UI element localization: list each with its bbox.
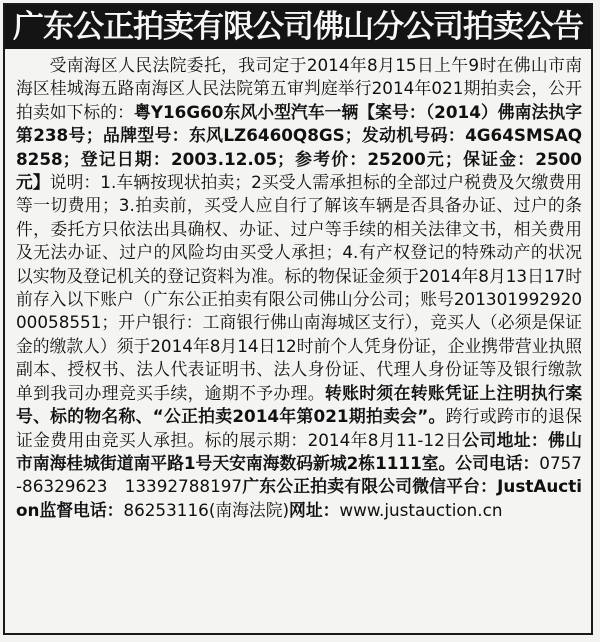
display-period: 标的展示期：2014年8月11-12日 <box>204 429 463 450</box>
website-label: 网址： <box>289 499 340 520</box>
intro-text: 受南海区人民法院委托，我司定于2014年8月15日上午9时在佛山市南海区桂城海五路南海区人民法院第五审判庭举行2014年021期拍卖会，公开拍卖如下标的： <box>16 55 582 122</box>
auction-notice <box>3 3 593 635</box>
notice-body <box>5 49 591 522</box>
notice-paragraph <box>16 54 582 522</box>
wechat-platform: 广东公正拍卖有限公司微信平台：JustAuction <box>16 476 582 520</box>
lot-details: 粤Y16G60东风小型汽车一辆【案号：（2014）佛南法执字第238号；品牌型号：东风LZ6460Q8GS；发动机号码：4G64SMSAQ8258；登记日期：2003.12.05；参考价：25200元；保证金：2500元】 <box>16 101 582 193</box>
notice-title: 广东公正拍卖有限公司佛山分公司拍卖公告 <box>5 5 591 49</box>
website-url: www.justauction.cn <box>339 499 503 520</box>
supervision-phone: 86253116(南海法院) <box>123 499 290 520</box>
terms-text: 说明：1.车辆按现状拍卖；2买受人需承担标的全部过户税费及欠缴费用等一切费用；3.拍卖前，买受人应自行了解该车辆是否具备办证、过户的条件，委托方只依法出具确权、办证、过户等手续的相关法律文书，相关费用及无法办证、过户的风险均由买受人承担；4.有产权登记的特殊动产的状况以实物及登记机关的登记资料为准。标的物保证金须于2014年8月13日17时前存入以下账户（广东公正拍卖有限公司佛山分公司；账号20130199292000058551；开户银行：工商银行佛山南海城区支行），竞买人（必须是保证金的缴款人）须于2014年8月14日12时前个人凭身份证，企业携带营业执照副本、授权书、法人代表证明书、法人身份证、代理人身份证等及银行缴款单到我司办理竞买手续，逾期不予办理。 <box>16 172 582 403</box>
refund-note: 跨行或跨市的退保证金费用由竞买人承担。 <box>16 406 582 450</box>
transfer-note: 转账时须在转账凭证上注明执行案号、标的物名称、“公正拍卖2014年第021期拍卖会”。 <box>16 382 582 427</box>
company-phone: 0757-86329623 13392788197 <box>16 452 582 497</box>
company-address: 公司地址：佛山市南海桂城街道南平路1号天安南海数码新城2栋1111室。公司电话： <box>16 429 582 473</box>
supervision-label: 监督电话： <box>39 499 124 520</box>
